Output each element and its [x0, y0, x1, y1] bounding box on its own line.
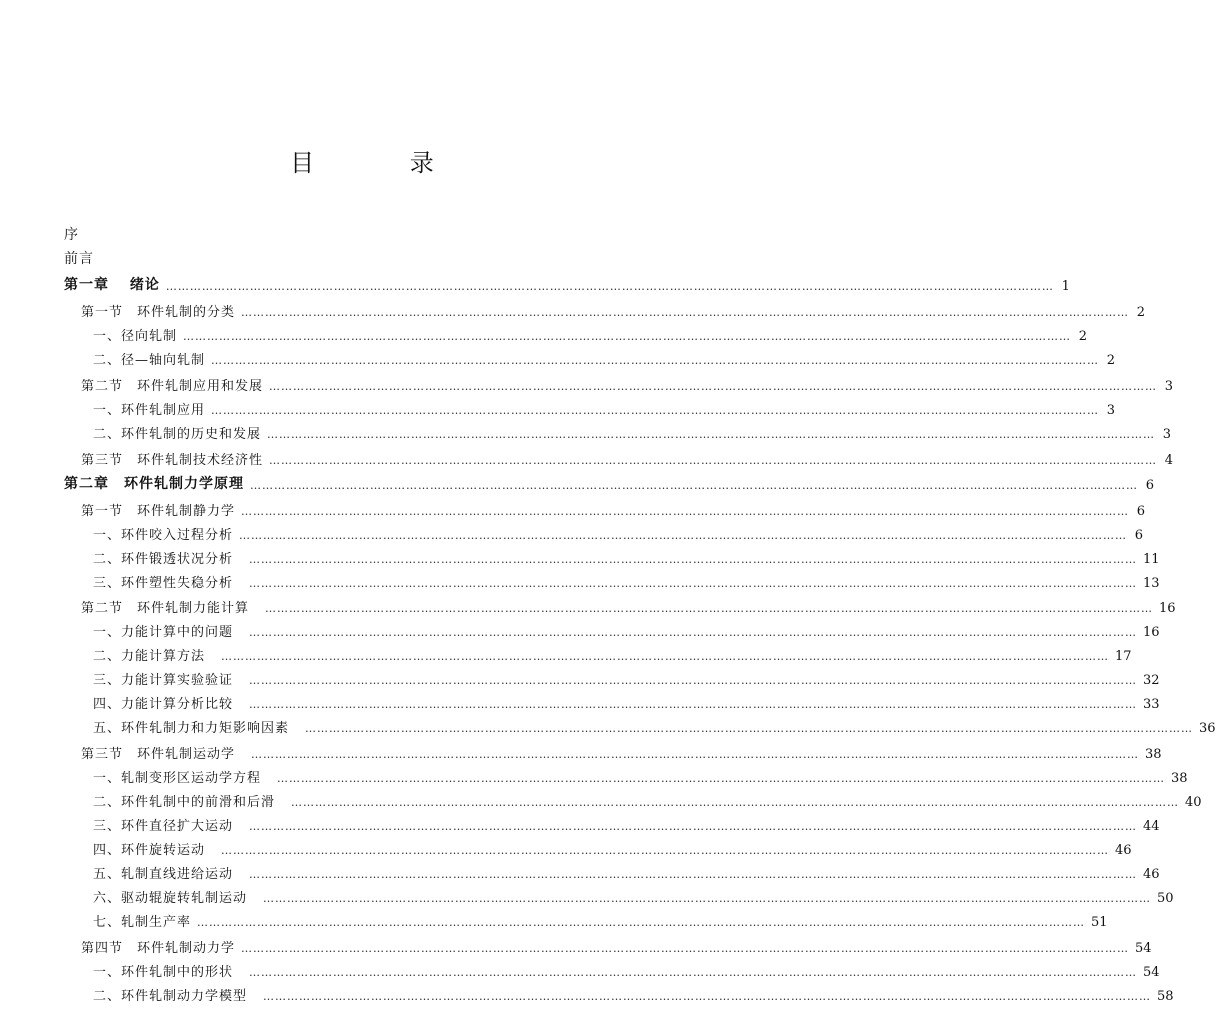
- page-title: 目 录: [290, 149, 478, 177]
- dot-leader: ……………………………………………………………………………………………………………………………………………………………………………………………………: [267, 428, 1156, 441]
- toc-page-number: 16: [1159, 601, 1176, 616]
- toc-page-number: 38: [1145, 747, 1162, 762]
- toc-entry-section[interactable]: [64, 740, 1162, 762]
- toc-page-number: 2: [1078, 329, 1088, 344]
- toc-entry-subsection[interactable]: [64, 618, 1160, 640]
- toc-entry-label: 一、环件轧制应用: [93, 403, 206, 418]
- dot-leader: ……………………………………………………………………………………………………………………………………………………………………………………………………: [221, 650, 1110, 663]
- toc-entry-label: 三、环件塑性失稳分析: [93, 576, 234, 591]
- toc-entry-label: 一、力能计算中的问题: [93, 625, 234, 640]
- toc-entry-label: 二、力能计算方法: [93, 649, 206, 664]
- toc-page-number: 54: [1135, 941, 1152, 956]
- dot-leader: ……………………………………………………………………………………………………………………………………………………………………………………………………: [305, 722, 1194, 735]
- toc-entry-subsection[interactable]: [64, 764, 1188, 786]
- toc-entry-section[interactable]: [64, 372, 1174, 394]
- toc-page-number: 6: [1145, 478, 1154, 493]
- toc-entry-label: 六、驱动辊旋转轧制运动: [93, 891, 248, 906]
- dot-leader: ……………………………………………………………………………………………………………………………………………………………………………………………………: [249, 577, 1138, 590]
- toc-page-number: 6: [1134, 528, 1144, 543]
- toc-entry-label: 二、环件锻透状况分析: [93, 552, 234, 567]
- dot-leader: ……………………………………………………………………………………………………………………………………………………………………………………………………: [239, 529, 1128, 542]
- toc-entry-subsection[interactable]: [64, 569, 1160, 591]
- toc-entry-label: 二、环件轧制中的前滑和后滑: [93, 795, 276, 810]
- toc-entry-subsection[interactable]: [64, 521, 1144, 543]
- dot-leader: ……………………………………………………………………………………………………………………………………………………………………………………………………: [211, 354, 1100, 367]
- toc-page-number: 3: [1106, 403, 1116, 418]
- toc-entry-label: 五、环件轧制力和力矩影响因素: [93, 721, 290, 736]
- toc-entry-label: 一、环件咬入过程分析: [93, 528, 234, 543]
- toc-entry-subsection[interactable]: [64, 958, 1160, 980]
- toc-entry-subsection[interactable]: [64, 884, 1174, 906]
- toc-page-number: 54: [1143, 965, 1160, 980]
- dot-leader: ……………………………………………………………………………………………………………………………………………………………………………………………………: [221, 844, 1110, 857]
- toc-page-number: 16: [1143, 625, 1160, 640]
- toc-page-number: 17: [1115, 649, 1132, 664]
- toc-entry-label: 第三节 环件轧制运动学: [81, 747, 236, 762]
- dot-leader: ……………………………………………………………………………………………………………………………………………………………………………………………………: [251, 748, 1140, 761]
- dot-leader: ……………………………………………………………………………………………………………………………………………………………………………………………………: [263, 892, 1152, 905]
- toc-page-number: 13: [1143, 576, 1160, 591]
- toc-entry-label: 三、力能计算实验验证: [93, 673, 234, 688]
- toc-entry-label: 第一节 环件轧制的分类: [81, 305, 236, 320]
- toc-entry-label: 五、轧制直线进给运动: [93, 867, 234, 882]
- toc-entry-subsection[interactable]: [64, 690, 1160, 712]
- toc-entry-label: 一、轧制变形区运动学方程: [93, 771, 262, 786]
- dot-leader: ……………………………………………………………………………………………………………………………………………………………………………………………………: [249, 674, 1138, 687]
- toc-entry-subsection[interactable]: [64, 545, 1160, 567]
- dot-leader: ……………………………………………………………………………………………………………………………………………………………………………………………………: [269, 454, 1158, 467]
- toc-entry-label: 七、轧制生产率: [93, 915, 192, 930]
- toc-entry-label: 第一节 环件轧制静力学: [81, 504, 236, 519]
- toc-entry-label: 第二章 环件轧制力学原理: [64, 476, 244, 492]
- toc-entry-subsection[interactable]: [64, 322, 1088, 344]
- toc-page-number: 2: [1106, 353, 1116, 368]
- toc-entry-label: 第二节 环件轧制应用和发展: [81, 379, 264, 394]
- toc-page-number: 11: [1143, 552, 1160, 567]
- toc-page-number: 38: [1171, 771, 1188, 786]
- toc-entry-subsection[interactable]: [64, 396, 1116, 418]
- toc-entry-section[interactable]: [64, 594, 1176, 616]
- dot-leader: ……………………………………………………………………………………………………………………………………………………………………………………………………: [277, 772, 1166, 785]
- toc-entry-subsection[interactable]: [64, 982, 1174, 1004]
- toc-entry-preface[interactable]: [64, 222, 669, 244]
- toc-entry-label: 二、径—轴向轧制: [93, 353, 206, 368]
- toc-entry-chapter-2[interactable]: [64, 471, 1154, 493]
- toc-page-number: 32: [1143, 673, 1160, 688]
- toc-page-number: 4: [1164, 453, 1174, 468]
- toc-page-number: 33: [1143, 697, 1160, 712]
- toc-page-number: 46: [1143, 867, 1160, 882]
- toc-entry-label: 第一章 绪论: [64, 277, 160, 293]
- toc-entry-subsection[interactable]: [64, 788, 1202, 810]
- dot-leader: ……………………………………………………………………………………………………………………………………………………………………………………………………: [249, 698, 1138, 711]
- toc-entry-subsection[interactable]: [64, 346, 1116, 368]
- dot-leader: ……………………………………………………………………………………………………………………………………………………………………………………………………: [197, 916, 1086, 929]
- toc-entry-label: 三、环件直径扩大运动: [93, 819, 234, 834]
- toc-entry-label: 序: [64, 227, 79, 243]
- dot-leader: ……………………………………………………………………………………………………………………………………………………………………………………………………: [241, 942, 1130, 955]
- dot-leader: ……………………………………………………………………………………………………………………………………………………………………………………………………: [265, 602, 1154, 615]
- toc-page-number: 36: [1199, 721, 1216, 736]
- toc-entry-label: 前言: [64, 251, 94, 267]
- dot-leader: ……………………………………………………………………………………………………………………………………………………………………………………………………: [241, 306, 1130, 319]
- dot-leader: ……………………………………………………………………………………………………………………………………………………………………………………………………: [250, 479, 1138, 492]
- dot-leader: ……………………………………………………………………………………………………………………………………………………………………………………………………: [165, 280, 1054, 293]
- toc-entry-label: 第三节 环件轧制技术经济性: [81, 453, 264, 468]
- toc-page-number: 51: [1091, 915, 1108, 930]
- toc-entry-label: 四、环件旋转运动: [93, 843, 206, 858]
- toc-entry-subsection[interactable]: [64, 908, 1108, 930]
- dot-leader: ……………………………………………………………………………………………………………………………………………………………………………………………………: [263, 990, 1152, 1003]
- toc-entry-section[interactable]: [64, 497, 1146, 519]
- toc-entry-chapter-1[interactable]: [64, 272, 1070, 294]
- dot-leader: ……………………………………………………………………………………………………………………………………………………………………………………………………: [291, 796, 1180, 809]
- toc-entry-section[interactable]: [64, 446, 1174, 468]
- toc-entry-section[interactable]: [64, 934, 1152, 956]
- toc-page-number: 50: [1157, 891, 1174, 906]
- dot-leader: ……………………………………………………………………………………………………………………………………………………………………………………………………: [269, 380, 1158, 393]
- toc-entry-subsection[interactable]: [64, 714, 1216, 736]
- toc-page-number: 1: [1061, 279, 1070, 294]
- dot-leader: ……………………………………………………………………………………………………………………………………………………………………………………………………: [249, 820, 1138, 833]
- toc-entry-subsection[interactable]: [64, 666, 1160, 688]
- dot-leader: ……………………………………………………………………………………………………………………………………………………………………………………………………: [249, 868, 1138, 881]
- toc-page-number: 44: [1143, 819, 1160, 834]
- dot-leader: ……………………………………………………………………………………………………………………………………………………………………………………………………: [241, 505, 1130, 518]
- toc-page-number: 46: [1115, 843, 1132, 858]
- toc-page-number: 3: [1162, 427, 1172, 442]
- dot-leader: ……………………………………………………………………………………………………………………………………………………………………………………………………: [249, 626, 1138, 639]
- toc-page-number: 2: [1136, 305, 1146, 320]
- toc-entry-label: 二、环件轧制动力学模型: [93, 989, 248, 1004]
- toc-entry-label: 二、环件轧制的历史和发展: [93, 427, 262, 442]
- toc-entry-section[interactable]: [64, 298, 1146, 320]
- dot-leader: ……………………………………………………………………………………………………………………………………………………………………………………………………: [249, 553, 1138, 566]
- dot-leader: ……………………………………………………………………………………………………………………………………………………………………………………………………: [211, 404, 1100, 417]
- toc-entry-subsection[interactable]: [64, 642, 1132, 664]
- toc-entry-subsection[interactable]: [64, 420, 1172, 442]
- toc-page-number: 58: [1157, 989, 1174, 1004]
- toc-entry-label: 四、力能计算分析比较: [93, 697, 234, 712]
- toc-entry-subsection[interactable]: [64, 860, 1160, 882]
- dot-leader: ……………………………………………………………………………………………………………………………………………………………………………………………………: [183, 330, 1072, 343]
- toc-page-number: 6: [1136, 504, 1146, 519]
- toc-entry-foreword[interactable]: [64, 246, 669, 268]
- toc-entry-label: 一、径向轧制: [93, 329, 178, 344]
- toc-entry-subsection[interactable]: [64, 812, 1160, 834]
- toc-entry-label: 第二节 环件轧制力能计算: [81, 601, 250, 616]
- dot-leader: ……………………………………………………………………………………………………………………………………………………………………………………………………: [249, 966, 1138, 979]
- toc-page-number: 3: [1164, 379, 1174, 394]
- toc-page-number: 40: [1185, 795, 1202, 810]
- toc-entry-label: 一、环件轧制中的形状: [93, 965, 234, 980]
- toc-entry-label: 第四节 环件轧制动力学: [81, 941, 236, 956]
- toc-entry-subsection[interactable]: [64, 836, 1132, 858]
